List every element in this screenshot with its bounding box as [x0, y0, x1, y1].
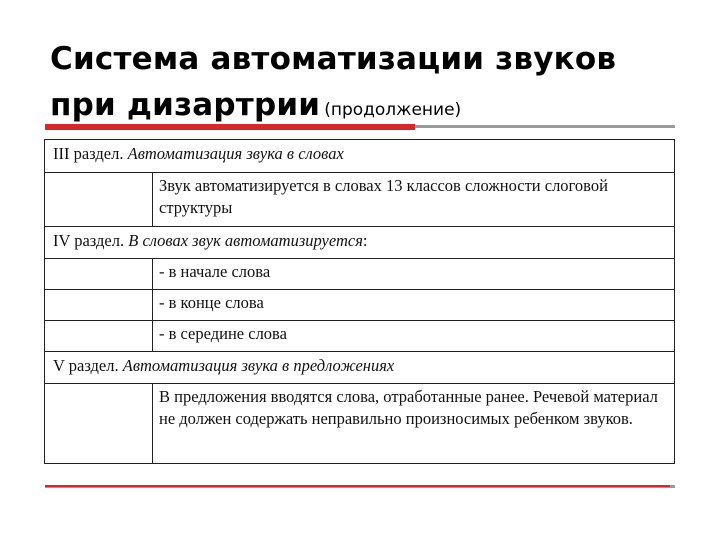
empty-left-cell: [45, 290, 153, 321]
slide-title: [50, 36, 690, 133]
bottom-divider-red: [45, 485, 670, 487]
section-content-cell: - в конце слова: [153, 290, 675, 321]
slide-subtitle: (продолжение): [324, 100, 462, 120]
empty-left-cell: [45, 384, 153, 464]
title-line-1: Система автоматизации звуков: [50, 41, 617, 77]
title-line-2-text: при дизартрии: [50, 87, 321, 123]
section-title: Автоматизация звука в словах: [127, 144, 344, 163]
section-label: IV раздел.: [53, 231, 125, 250]
section-label: III раздел.: [53, 144, 124, 163]
section-header-row: [45, 352, 675, 384]
section-content-row: [45, 173, 675, 227]
section-header-row: [45, 227, 675, 259]
empty-left-cell: [45, 259, 153, 290]
section-header-cell: [45, 140, 675, 173]
section-title: В словах звук автоматизируется: [128, 231, 363, 250]
section-content-row: [45, 259, 675, 290]
section-title-suffix: :: [362, 231, 368, 250]
empty-left-cell: [45, 321, 153, 352]
top-divider-red: [45, 124, 415, 130]
section-content-row: [45, 384, 675, 464]
section-content-row: [45, 321, 675, 352]
section-header-row: [45, 140, 675, 173]
section-content-cell: Звук автоматизируется в словах 13 классов сложности слоговой структуры: [153, 173, 675, 227]
section-header-cell: [45, 352, 675, 384]
sections-table: [44, 139, 675, 464]
section-label: V раздел.: [53, 356, 119, 375]
section-content-cell: - в начале слова: [153, 259, 675, 290]
section-content-cell: В предложения вводятся слова, отработанные ранее. Речевой материал не должен содержать неправильно произносимых ребенком звуков.: [153, 384, 675, 464]
section-title: Автоматизация звука в предложениях: [122, 356, 395, 375]
section-content-cell: - в середине слова: [153, 321, 675, 352]
section-content-row: [45, 290, 675, 321]
empty-left-cell: [45, 173, 153, 227]
section-header-cell: [45, 227, 675, 259]
